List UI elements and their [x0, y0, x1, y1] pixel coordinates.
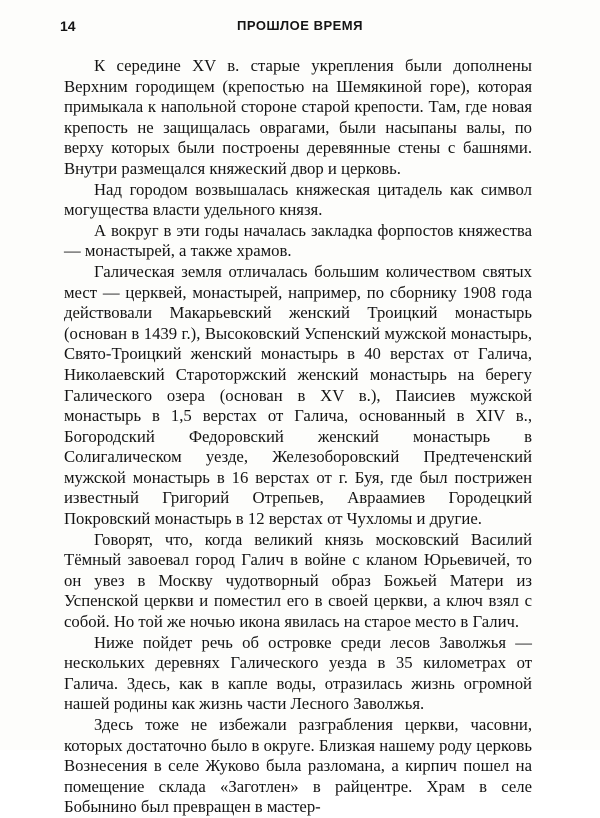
paragraph: Ниже пойдет речь об островке среди лесов Заволжья — нескольких деревнях Галического уезда в 35 километрах от Галича. Здесь, как в капле воды, отразилась жизнь огромной нашей родины как жизнь части Лесного Заволжья.	[64, 632, 532, 714]
page-header	[60, 18, 540, 40]
paragraph: Говорят, что, когда великий князь московский Василий Тёмный завоевал город Галич в войне с кланом Юрьевичей, то он увез в Москву чудотворный образ Божьей Матери из Успенской церкви и поместил его в своей церкви, а ключ взял с собой. Но той же ночью икона явилась на старое место в Галич.	[64, 529, 532, 632]
paragraph: Галическая земля отличалась большим количеством святых мест — церквей, монастырей, например, по сборнику 1908 года действовали Макарьевский женский Троицкий монастырь (основан в 1439 г.), Высоковский Успенский мужской монастырь, Свято-Троицкий женский монастырь в 40 верстах от Галича, Николаевский Староторжский женский монастырь на берегу Галического озера (основан в XV в.), Паисиев мужской монастырь в 1,5 верстах от Галича, основанный в XIV в., Богородский Федоровский женский монастырь в Солигалическом уезде, Железоборовский Предтеченский мужской монастырь в 16 верстах от г. Буя, где был пострижен известный Григорий Отрепьев, Авраамиев Городецкий Покровский монастырь в 12 верстах от Чухломы и другие.	[64, 261, 532, 529]
paragraph: К середине XV в. старые укрепления были дополнены Верхним городищем (крепостью на Шемякиной горе), которая примыкала к напольной стороне старой крепости. Там, где новая крепость не защищалась оврагами, были насыпаны валы, по верху которых были построены деревянные стены с башнями. Внутри размещался княжеский двор и церковь.	[64, 56, 532, 178]
running-title: ПРОШЛОЕ ВРЕМЯ	[237, 18, 363, 33]
paragraph: Здесь тоже не избежали разграбления церкви, часовни, которых достаточно было в округе. Близкая нашему роду церковь Вознесения в селе Жуково была разломана, а кирпич пошел на помещение склада «Заготлен» в райцентре. Храм в селе Бобынино был превращен в мастер-	[64, 715, 532, 817]
body-text	[64, 56, 532, 818]
paragraph: Над городом возвышалась княжеская цитадель как символ могущества власти удельного князя.	[64, 179, 532, 220]
paragraph: А вокруг в эти годы началась закладка форпостов княжества — монастырей, а также храмов.	[64, 220, 532, 261]
page-number: 14	[60, 18, 76, 34]
